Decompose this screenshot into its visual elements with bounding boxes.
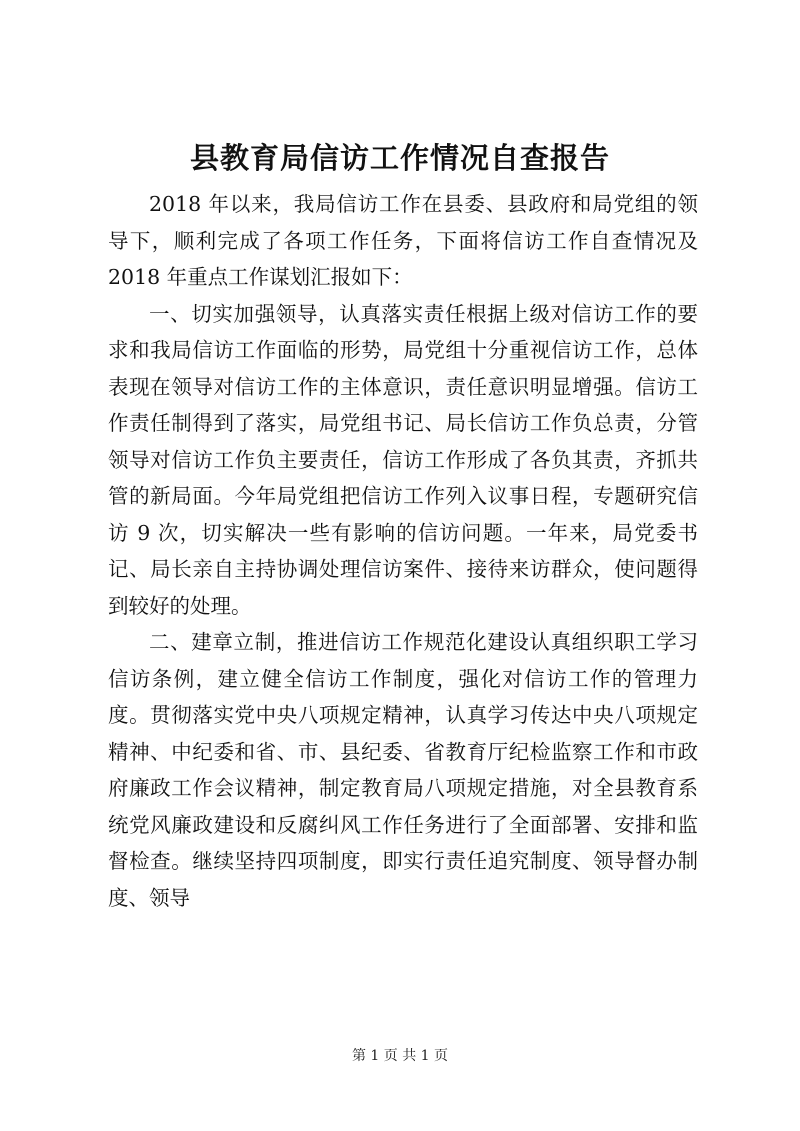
document-body bbox=[108, 186, 698, 916]
paragraph-intro: 2018 年以来，我局信访工作在县委、县政府和局党组的领导下，顺利完成了各项工作任务，下面将信访工作自查情况及 2018 年重点工作谋划汇报如下： bbox=[108, 192, 698, 289]
paragraph-section-1: 一、切实加强领导，认真落实责任根据上级对信访工作的要求和我局信访工作面临的形势，局党组十分重视信访工作，总体表现在领导对信访工作的主体意识，责任意识明显增强。信访工作责任制得到了落实，局党组书记、局长信访工作负总责，分管领导对信访工作负主要责任，信访工作形成了各负其责，齐抓共管的新局面。今年局党组把信访工作列入议事日程，专题研究信访 9 次，切实解决一些有影响的信访问题。一年来，局党委书记、局长亲自主持协调处理信访案件、接待来访群众，使问题得到较好的处理。 bbox=[108, 301, 698, 618]
page-footer: 第 1 页 共 1 页 bbox=[351, 1048, 449, 1064]
paragraph-section-2: 二、建章立制，推进信访工作规范化建设认真组织职工学习信访条例，建立健全信访工作制度，强化对信访工作的管理力度。贯彻落实党中央八项规定精神，认真学习传达中央八项规定精神、中纪委和省、市、县纪委、省教育厅纪检监察工作和市政府廉政工作会议精神，制定教育局八项规定措施，对全县教育系统党风廉政建设和反腐纠风工作任务进行了全面部署、安排和监督检查。继续坚持四项制度，即实行责任追究制度、领导督办制度、领导 bbox=[108, 630, 698, 910]
document-title: 县教育局信访工作情况自查报告 bbox=[189, 141, 610, 175]
